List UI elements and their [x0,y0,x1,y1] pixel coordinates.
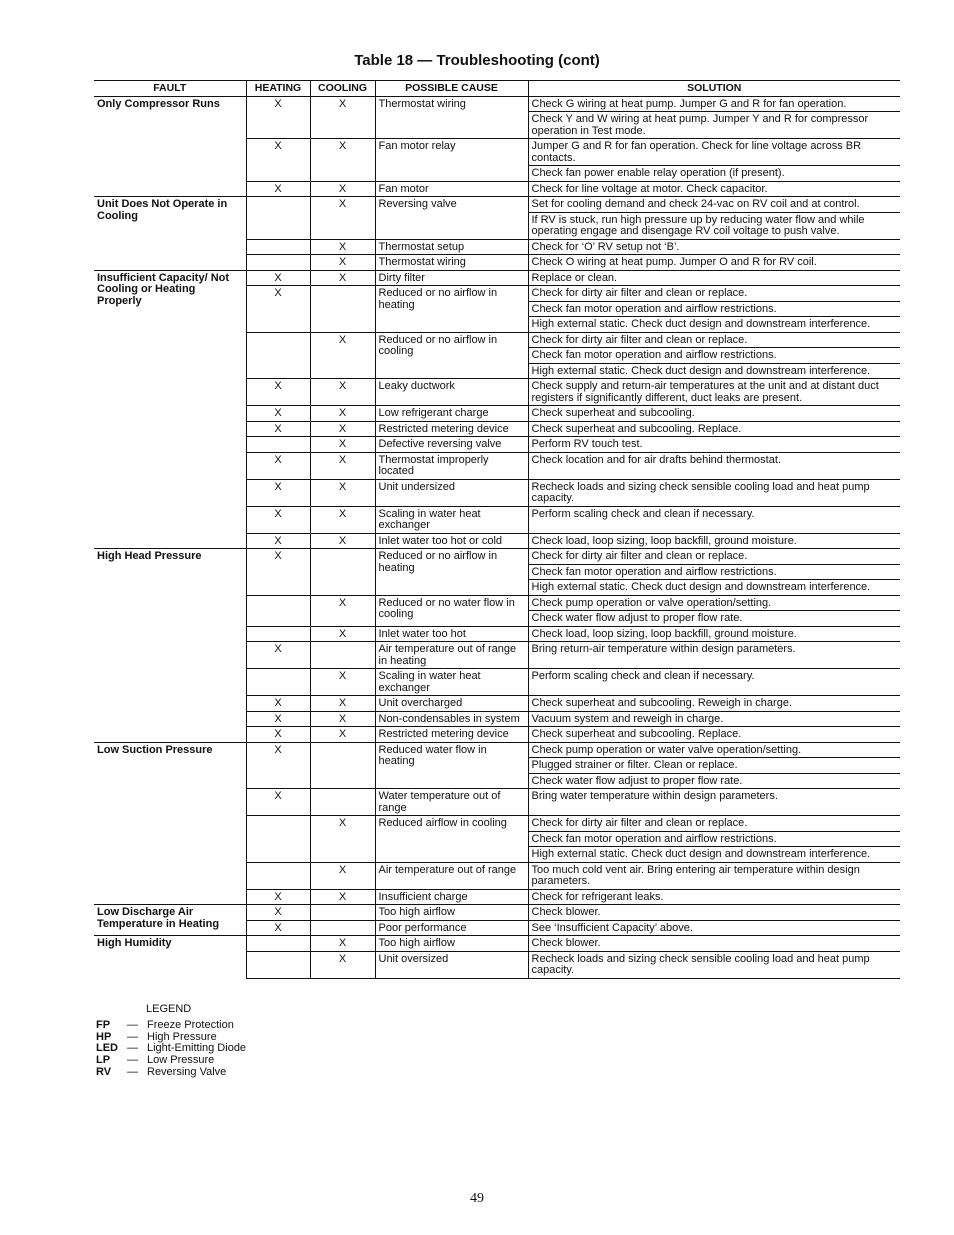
heating-mark: X [246,421,310,437]
heating-mark [246,626,310,642]
possible-cause: Insufficient charge [375,889,528,905]
legend-text: Low Pressure [147,1054,215,1067]
possible-cause: Inlet water too hot or cold [375,533,528,549]
table-row [94,905,900,921]
possible-cause: Thermostat wiring [375,255,528,271]
table-row [94,936,900,952]
possible-cause: Air temperature out of range [375,862,528,889]
solution: Check fan motor operation and airflow restrictions. [528,831,900,847]
table-header-row [94,81,900,97]
header-possible-cause: POSSIBLE CAUSE [375,81,528,97]
solution: Check for refrigerant leaks. [528,889,900,905]
heating-mark: X [246,96,310,139]
cooling-mark: X [310,862,375,889]
heating-mark: X [246,286,310,333]
cooling-mark: X [310,816,375,863]
solution: Plugged strainer or filter. Clean or replace. [528,758,900,774]
legend-title: LEGEND [146,1003,192,1015]
solution: Check load, loop sizing, loop backfill, ground moisture. [528,533,900,549]
cooling-mark: X [310,696,375,712]
cooling-mark: X [310,595,375,626]
table-row [94,270,900,286]
possible-cause: Restricted metering device [375,727,528,743]
solution: Check fan motor operation and airflow restrictions. [528,348,900,364]
solution: Check supply and return-air temperatures at the unit and at distant duct registers if significantly different, duct leaks are present. [528,379,900,406]
possible-cause: Thermostat improperly located [375,452,528,479]
table-body [94,96,900,978]
solution: Check pump operation or water valve operation/setting. [528,742,900,758]
solution: Check fan power enable relay operation (if present). [528,166,900,182]
possible-cause: Water temperature out of range [375,789,528,816]
fault-cell: Low Discharge Air Temperature in Heating [94,905,246,936]
legend-abbr: RV [96,1065,112,1078]
cooling-mark [310,642,375,669]
possible-cause: Unit oversized [375,951,528,978]
possible-cause: Thermostat wiring [375,96,528,139]
solution: Too much cold vent air. Bring entering air temperature within design parameters. [528,862,900,889]
solution: See ‘Insufficient Capacity’ above. [528,920,900,936]
possible-cause: Scaling in water heat exchanger [375,506,528,533]
solution: Check for dirty air filter and clean or replace. [528,332,900,348]
fault-cell: Unit Does Not Operate in Cooling [94,197,246,271]
heating-mark [246,255,310,271]
legend-abbr: HP [96,1030,112,1043]
heating-mark [246,595,310,626]
solution: Check for dirty air filter and clean or replace. [528,549,900,565]
solution: High external static. Check duct design and downstream interference. [528,847,900,863]
possible-cause: Too high airflow [375,936,528,952]
heating-mark [246,669,310,696]
possible-cause: Reversing valve [375,197,528,240]
solution: High external static. Check duct design and downstream interference. [528,580,900,596]
solution: Check superheat and subcooling. [528,406,900,422]
page-number: 49 [470,1191,484,1206]
cooling-mark: X [310,626,375,642]
cooling-mark: X [310,332,375,379]
cooling-mark [310,742,375,789]
cooling-mark: X [310,406,375,422]
heating-mark [246,862,310,889]
heating-mark: X [246,379,310,406]
cooling-mark: X [310,533,375,549]
legend-text: Reversing Valve [147,1065,227,1078]
solution: Check superheat and subcooling. Replace. [528,421,900,437]
heating-mark: X [246,889,310,905]
header-fault: FAULT [94,81,246,97]
solution: Check superheat and subcooling. Replace. [528,727,900,743]
heating-mark: X [246,711,310,727]
legend-dash: — [127,1030,138,1043]
heating-mark: X [246,742,310,789]
heating-mark: X [246,920,310,936]
cooling-mark: X [310,96,375,139]
solution: Set for cooling demand and check 24-vac on RV coil and at control. [528,197,900,213]
solution: Recheck loads and sizing check sensible cooling load and heat pump capacity. [528,479,900,506]
possible-cause: Thermostat setup [375,239,528,255]
solution: If RV is stuck, run high pressure up by reducing water flow and while operating engage and disengage RV coil voltage to push valve. [528,212,900,239]
cooling-mark: X [310,951,375,978]
solution: Check G wiring at heat pump. Jumper G and R for fan operation. [528,96,900,112]
table-row [94,96,900,112]
solution: Perform scaling check and clean if necessary. [528,669,900,696]
legend-text: Freeze Protection [147,1018,234,1031]
legend-text: Light-Emitting Diode [147,1042,247,1055]
solution: Check fan motor operation and airflow restrictions. [528,301,900,317]
heating-mark [246,936,310,952]
heating-mark: X [246,549,310,596]
solution: Recheck loads and sizing check sensible cooling load and heat pump capacity. [528,951,900,978]
solution: Bring water temperature within design parameters. [528,789,900,816]
header-heating: HEATING [246,81,310,97]
solution: Perform scaling check and clean if necessary. [528,506,900,533]
solution: Check water flow adjust to proper flow rate. [528,611,900,627]
possible-cause: Leaky ductwork [375,379,528,406]
heating-mark: X [246,452,310,479]
legend-abbr: LP [96,1054,111,1067]
heating-mark [246,951,310,978]
legend-dash: — [127,1065,138,1078]
legend-abbr: LED [96,1042,118,1055]
cooling-mark [310,549,375,596]
cooling-mark: X [310,255,375,271]
possible-cause: Unit undersized [375,479,528,506]
solution: Check location and for air drafts behind thermostat. [528,452,900,479]
heating-mark: X [246,696,310,712]
heating-mark [246,816,310,863]
cooling-mark: X [310,421,375,437]
solution: Check for ‘O’ RV setup not ‘B’. [528,239,900,255]
troubleshooting-table [94,80,900,979]
possible-cause: Reduced or no water flow in cooling [375,595,528,626]
heating-mark: X [246,506,310,533]
solution: Jumper G and R for fan operation. Check for line voltage across BR contacts. [528,139,900,166]
cooling-mark: X [310,727,375,743]
heating-mark [246,239,310,255]
solution: Replace or clean. [528,270,900,286]
cooling-mark: X [310,452,375,479]
solution: Check blower. [528,905,900,921]
possible-cause: Inlet water too hot [375,626,528,642]
cooling-mark: X [310,479,375,506]
solution: Check superheat and subcooling. Reweigh in charge. [528,696,900,712]
fault-cell: Insufficient Capacity/ Not Cooling or Heating Properly [94,270,246,549]
legend-text: High Pressure [147,1030,217,1043]
fault-cell: Low Suction Pressure [94,742,246,905]
cooling-mark: X [310,197,375,240]
solution: Bring return-air temperature within design parameters. [528,642,900,669]
legend-dash: — [127,1042,138,1055]
heating-mark [246,437,310,453]
legend [96,1004,246,1079]
cooling-mark: X [310,239,375,255]
solution: High external static. Check duct design and downstream interference. [528,317,900,333]
heating-mark: X [246,406,310,422]
solution: Check for line voltage at motor. Check capacitor. [528,181,900,197]
legend-dash: — [127,1054,138,1067]
solution: Check Y and W wiring at heat pump. Jumper Y and R for compressor operation in Test mode. [528,112,900,139]
legend-items [96,1020,246,1079]
possible-cause: Scaling in water heat exchanger [375,669,528,696]
possible-cause: Too high airflow [375,905,528,921]
cooling-mark [310,920,375,936]
cooling-mark [310,789,375,816]
solution: Check load, loop sizing, loop backfill, ground moisture. [528,626,900,642]
heating-mark: X [246,533,310,549]
fault-cell: High Humidity [94,936,246,979]
cooling-mark: X [310,139,375,182]
possible-cause: Air temperature out of range in heating [375,642,528,669]
possible-cause: Reduced or no airflow in cooling [375,332,528,379]
table-row [94,549,900,565]
possible-cause: Non-condensables in system [375,711,528,727]
table-title: Table 18 — Troubleshooting (cont) [354,52,600,69]
possible-cause: Dirty filter [375,270,528,286]
heating-mark: X [246,139,310,182]
header-solution: SOLUTION [528,81,900,97]
solution: Check pump operation or valve operation/setting. [528,595,900,611]
solution: Vacuum system and reweigh in charge. [528,711,900,727]
possible-cause: Poor performance [375,920,528,936]
cooling-mark: X [310,181,375,197]
solution: Check fan motor operation and airflow restrictions. [528,564,900,580]
table-row [94,197,900,213]
heating-mark: X [246,727,310,743]
possible-cause: Unit overcharged [375,696,528,712]
cooling-mark: X [310,669,375,696]
solution: Check O wiring at heat pump. Jumper O and R for RV coil. [528,255,900,271]
possible-cause: Reduced airflow in cooling [375,816,528,863]
legend-item [96,1020,246,1032]
solution: Check blower. [528,936,900,952]
header-cooling: COOLING [310,81,375,97]
possible-cause: Reduced or no airflow in heating [375,286,528,333]
table-row [94,742,900,758]
cooling-mark: X [310,936,375,952]
possible-cause: Fan motor relay [375,139,528,182]
solution: Perform RV touch test. [528,437,900,453]
cooling-mark: X [310,889,375,905]
possible-cause: Reduced or no airflow in heating [375,549,528,596]
possible-cause: Fan motor [375,181,528,197]
solution: High external static. Check duct design and downstream interference. [528,363,900,379]
fault-cell: Only Compressor Runs [97,97,220,110]
solution: Check water flow adjust to proper flow rate. [528,773,900,789]
legend-abbr: FP [96,1018,111,1031]
legend-dash: — [127,1018,138,1031]
cooling-mark [310,286,375,333]
solution: Check for dirty air filter and clean or replace. [528,816,900,832]
heating-mark: X [246,270,310,286]
fault-cell: High Head Pressure [94,549,246,743]
heating-mark: X [246,905,310,921]
cooling-mark: X [310,379,375,406]
heating-mark: X [246,642,310,669]
cooling-mark: X [310,506,375,533]
possible-cause: Restricted metering device [375,421,528,437]
heating-mark: X [246,789,310,816]
legend-item [96,1067,246,1079]
cooling-mark [310,905,375,921]
cooling-mark: X [310,437,375,453]
possible-cause: Reduced water flow in heating [375,742,528,789]
heating-mark [246,332,310,379]
cooling-mark: X [310,270,375,286]
cooling-mark: X [310,711,375,727]
solution: Check for dirty air filter and clean or replace. [528,286,900,302]
heating-mark [246,197,310,240]
heating-mark: X [246,479,310,506]
possible-cause: Defective reversing valve [375,437,528,453]
heating-mark: X [246,181,310,197]
possible-cause: Low refrigerant charge [375,406,528,422]
